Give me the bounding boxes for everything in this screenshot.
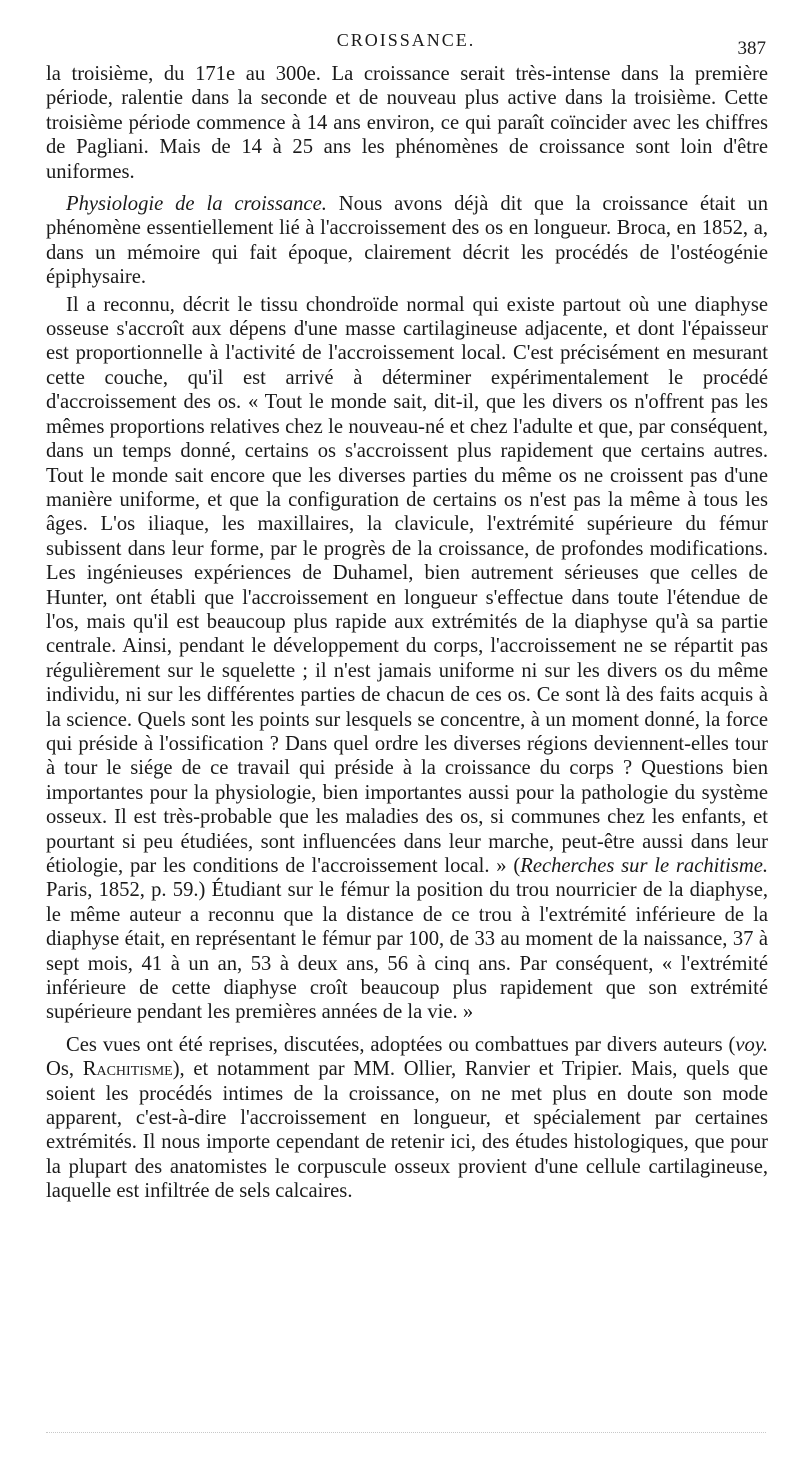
paragraph-text: Il a reconnu, décrit le tissu chondroïde normal qui existe partout où une diaphyse osseuse s'accroît aux dépens d'une masse cartilagineuse adjacente, et dont l'épaisseur est proportionnelle à l'activité de l'accroissement local. C'est précisément en mesurant cette couche, qu'il est arrivé à déterminer expérimentalement le procédé d'accroissement des os. « Tout le monde sait, dit-il, que les divers os n'offrent pas les mêmes proportions relatives chez le nouveau-né et chez l'adulte et que, par conséquent, dans un temps donné, certains os s'accroissent plus rapidement que certains autres. Tout le monde sait encore que les diverses parties du même os ne croissent pas d'une manière uniforme, et que la configuration de certains os n'est pas la même à tous les âges. L'os iliaque, les maxillaires, la clavicule, l'extrémité supérieure du fémur subissent dans leur forme, par le progrès de la croissance, de profondes modifications. Les ingénieuses expériences de Duhamel, bien autrement sérieuses que celles de Hunter, ont établi que l'accroissement en longueur s'effectue dans toute l'étendue de l'os, mais qu'il est beaucoup plus rapide aux extrémités de la diaphyse qu'à sa partie centrale. Ainsi, pendant le développement du corps, l'accroissement ne se répartit pas régulièrement sur le squelette ; il n'est jamais uniforme ni sur les divers os du même individu, ni sur les différentes parties de chacun de ces os. Ce sont là des faits acquis à la science. Quels sont les points sur lesquels se concentre, à un moment donné, la force qui préside à l'ossification ? Dans quel ordre les diverses régions deviennent-elles tour à tour le siége de ce travail qui préside à la croissance du corps ? Questions bien importantes pour la physiologie, bien importantes aussi pour la pathologie du système osseux. Il est très-probable que les maladies des os, si communes chez les enfants, et pourtant si peu étudiées, sont influencées dans leur marche, peut-être aussi dans leur étiologie, par les conditions de l'accroissement local. » (: [46, 293, 768, 877]
page-number: 387: [737, 38, 766, 59]
footer-rule: [46, 1432, 766, 1433]
paragraph-text: la troisième, du 171e au 300e. La croissance serait très-intense dans la première période, ralentie dans la seconde et de nouveau plus active dans la troisième. Cette troisième période commence à 14 ans environ, ce qui paraît coïncider avec les chiffres de Pagliani. Mais de 14 à 25 ans les phénomènes de croissance sont loin d'être uniformes.: [46, 63, 768, 183]
paragraph-text: Ces vues ont été reprises, discutées, adoptées ou combattues par divers auteurs (: [66, 1033, 736, 1056]
running-title: CROISSANCE.: [336, 30, 476, 50]
citation-title: Recherches sur le rachitisme.: [520, 855, 768, 877]
paragraph-text: ), et notamment par MM. Ollier, Ranvier et Tripier. Mais, quels que soient les procédés intimes de la croissance, on ne met plus en doute son mode apparent, c'est-à-dire l'accroissement en longueur, et spécialement par certaines extrémités. Il nous importe cependant de retenir ici, des études histologiques, que pour la plupart des anatomistes le corpuscule osseux provient d'une cellule cartilagineuse, laquelle est infiltrée de sels calcaires.: [46, 1058, 768, 1203]
paragraph-text: Os,: [46, 1058, 83, 1081]
paragraph-text: Nous avons déjà dit que la croissance était un phénomène essentiellement lié à l'accroissement des os en longueur. Broca, en 1852, a, dans un mémoire qui fait époque, clairement décrit les procédés de l'ostéogénie épiphysaire.: [46, 193, 768, 289]
paragraph-text: Paris, 1852, p. 59.) Étudiant sur le fémur la position du trou nourricier de la diaphyse, le même auteur a reconnu que la distance de ce trou à l'extrémité inférieure de la diaphyse était, en représentant le fémur par 100, de 33 au moment de la naissance, 37 à sept mois, 41 à un an, 53 à deux ans, 56 à cinq ans. Par conséquent, « l'extrémité inférieure de cette diaphyse croît beaucoup plus rapidement que son extrémité supérieure pendant les premières années de la vie. »: [46, 879, 768, 1024]
paragraph-growth-periods: [46, 62, 768, 184]
paragraph-physiology: [46, 192, 768, 290]
cross-reference-abbrev: voy.: [735, 1033, 768, 1056]
paragraph-broca: [46, 293, 768, 1025]
page-header: [46, 30, 766, 58]
section-heading: Physiologie de la croissance.: [66, 193, 327, 216]
paragraph-later-authors: [46, 1033, 768, 1204]
cross-reference-term: Rachitisme: [82, 1058, 173, 1081]
body-text: [46, 62, 768, 1204]
